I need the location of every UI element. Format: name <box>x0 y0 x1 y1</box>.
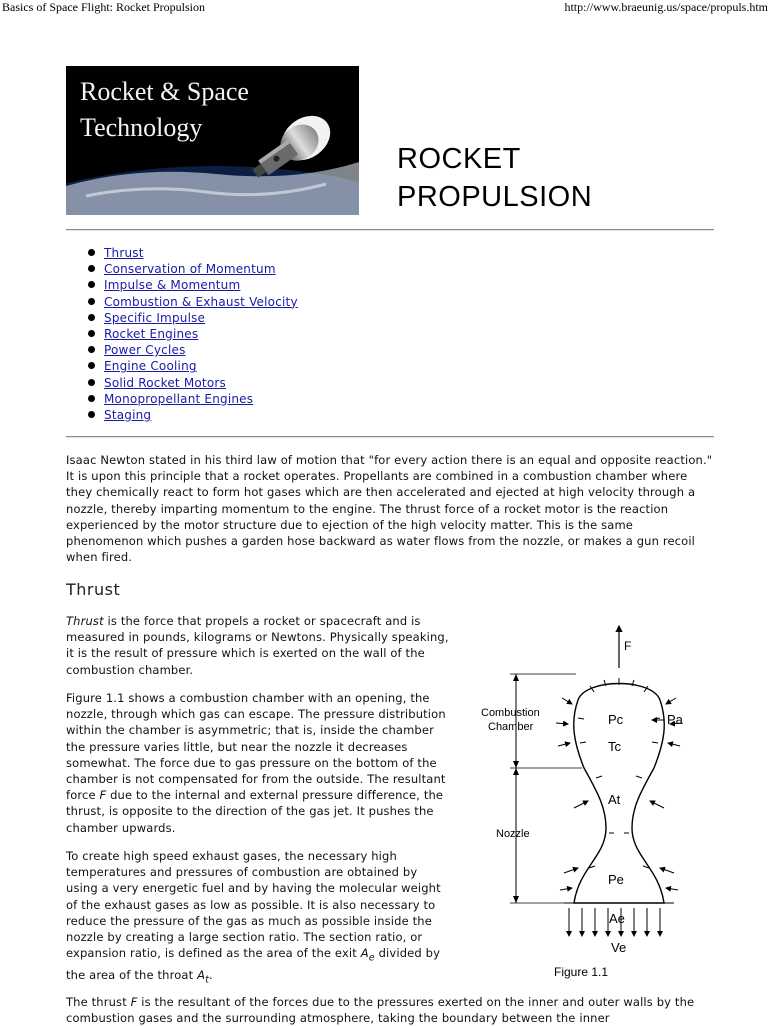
thrust-paragraph-3 <box>66 848 450 988</box>
banner-line-2: Technology <box>80 113 203 142</box>
bullet-icon <box>88 314 95 321</box>
label-chamber-pressure: Pc <box>608 712 624 727</box>
bullet-icon <box>88 346 95 353</box>
throat-area-symbol: A <box>197 967 206 982</box>
site-banner <box>66 66 359 215</box>
toc-item <box>88 294 298 310</box>
bullet-icon <box>88 411 95 418</box>
thrust-p3-text-c: . <box>209 967 213 982</box>
toc-link[interactable]: Impulse & Momentum <box>104 278 241 293</box>
combustion-chamber-diagram <box>464 618 704 988</box>
label-throat-area: At <box>608 792 621 807</box>
figure-1-1 <box>464 618 704 988</box>
thrust-paragraph-1 <box>66 613 450 678</box>
label-chamber: Chamber <box>488 721 534 733</box>
label-combustion: Combustion <box>481 707 540 719</box>
page-title-line-1: ROCKET <box>397 143 521 175</box>
toc-item <box>88 407 298 423</box>
bullet-icon <box>88 281 95 288</box>
toc-link[interactable]: Engine Cooling <box>104 359 197 374</box>
toc-link[interactable]: Specific Impulse <box>104 310 206 325</box>
table-of-contents <box>88 245 298 423</box>
toc-link[interactable]: Staging <box>104 407 152 422</box>
thrust-p4-text-a: The thrust <box>66 995 131 1009</box>
print-header-title: Basics of Space Flight: Rocket Propulsion <box>2 0 205 14</box>
toc-item <box>88 245 298 261</box>
toc-item <box>88 391 298 407</box>
thrust-p2-var: F <box>99 788 107 803</box>
thrust-term: Thrust <box>66 614 104 628</box>
label-exit-area: Ae <box>609 911 625 926</box>
thrust-p4-var: F <box>130 995 138 1009</box>
label-nozzle: Nozzle <box>496 828 530 840</box>
page-title <box>397 140 727 216</box>
print-header <box>0 0 768 16</box>
thrust-paragraph-2 <box>66 690 450 836</box>
throat-area-subscript: t <box>205 974 210 986</box>
toc-link[interactable]: Rocket Engines <box>104 326 199 341</box>
bullet-icon <box>88 395 95 402</box>
toc-link[interactable]: Conservation of Momentum <box>104 262 276 277</box>
exit-area-subscript: e <box>368 952 375 964</box>
toc-link[interactable]: Monopropellant Engines <box>104 391 254 406</box>
intro-paragraph: Isaac Newton stated in his third law of motion that "for every action there is an equal and opposite reaction." It is upon this principle that a rocket operates. Propellants are combined in a combustion chamber where they chemically react to form hot gases which are then accelerated and ejected at high velocity through a nozzle, thereby imparting momentum to the engine. The thrust force of a rocket motor is the reaction experienced by the motor structure due to ejection of the high velocity matter. This is the same phenomenon which pushes a garden hose backward as water flows from the nozzle, or makes a gun recoil when fired. <box>66 453 713 565</box>
bullet-icon <box>88 379 95 386</box>
bullet-icon <box>88 362 95 369</box>
thrust-p4-text-b: is the resultant of the forces due to the pressures exerted on the inner and outer walls by the combustion gases and the surrounding atmosphere, taking the boundary between the inner <box>66 995 695 1026</box>
divider-top <box>66 229 714 231</box>
label-chamber-temperature: Tc <box>608 739 621 754</box>
label-ambient-pressure: Pa <box>667 712 683 727</box>
toc-item <box>88 358 298 374</box>
thrust-p2-text-b: due to the internal and external pressure difference, the thrust, is opposite to the direction of the gas jet. It pushes the chamber upwards. <box>66 788 444 835</box>
thrust-p3-text-b: divided by the area of the throat <box>66 946 441 982</box>
toc-item <box>88 326 298 342</box>
toc-item <box>88 261 298 277</box>
toc-link[interactable]: Solid Rocket Motors <box>104 375 226 390</box>
banner-line-1: Rocket & Space <box>80 77 249 106</box>
toc-item <box>88 342 298 358</box>
thrust-paragraph-4 <box>66 994 714 1026</box>
figure-caption: Figure 1.1 <box>554 965 609 979</box>
banner-text <box>80 74 249 146</box>
toc-link[interactable]: Combustion & Exhaust Velocity <box>104 294 298 309</box>
section-heading-thrust: Thrust <box>66 580 121 599</box>
toc-item <box>88 277 298 293</box>
exit-area-symbol: A <box>360 946 369 961</box>
bullet-icon <box>88 330 95 337</box>
label-exit-velocity: Ve <box>611 940 627 955</box>
thrust-p1-text: is the force that propels a rocket or spacecraft and is measured in pounds, kilograms or Newtons. Physically speaking, it is the result of pressure which is exerted on the wall of the combustion chamber. <box>66 614 449 677</box>
toc-item <box>88 310 298 326</box>
bullet-icon <box>88 265 95 272</box>
label-exit-pressure: Pe <box>608 872 624 887</box>
divider-toc <box>66 436 714 438</box>
bullet-icon <box>88 249 95 256</box>
label-force: F <box>624 639 632 653</box>
print-header-url: http://www.braeunig.us/space/propuls.htm <box>564 0 768 14</box>
thrust-p2-text-a: Figure 1.1 shows a combustion chamber with an opening, the nozzle, through which gas can escape. The pressure distribution within the chamber is asymmetric; that is, inside the chamber the pressure varies little, but near the nozzle it decreases somewhat. The force due to gas pressure on the bottom of the chamber is not compensated for from the outside. The resultant force <box>66 691 446 803</box>
bullet-icon <box>88 298 95 305</box>
toc-item <box>88 375 298 391</box>
toc-link[interactable]: Thrust <box>104 246 144 260</box>
thrust-p3-text-a: To create high speed exhaust gases, the necessary high temperatures and pressures of combustion are obtained by using a very energetic fuel and by having the molecular weight of the exhaust gases as low as possible. It is also necessary to reduce the pressure of the gas as much as possible inside the nozzle by creating a large section ratio. The section ratio, or expansion ratio, is defined as the area of the exit <box>66 849 441 961</box>
toc-link[interactable]: Power Cycles <box>104 343 186 358</box>
page-title-line-2: PROPULSION <box>397 181 593 213</box>
